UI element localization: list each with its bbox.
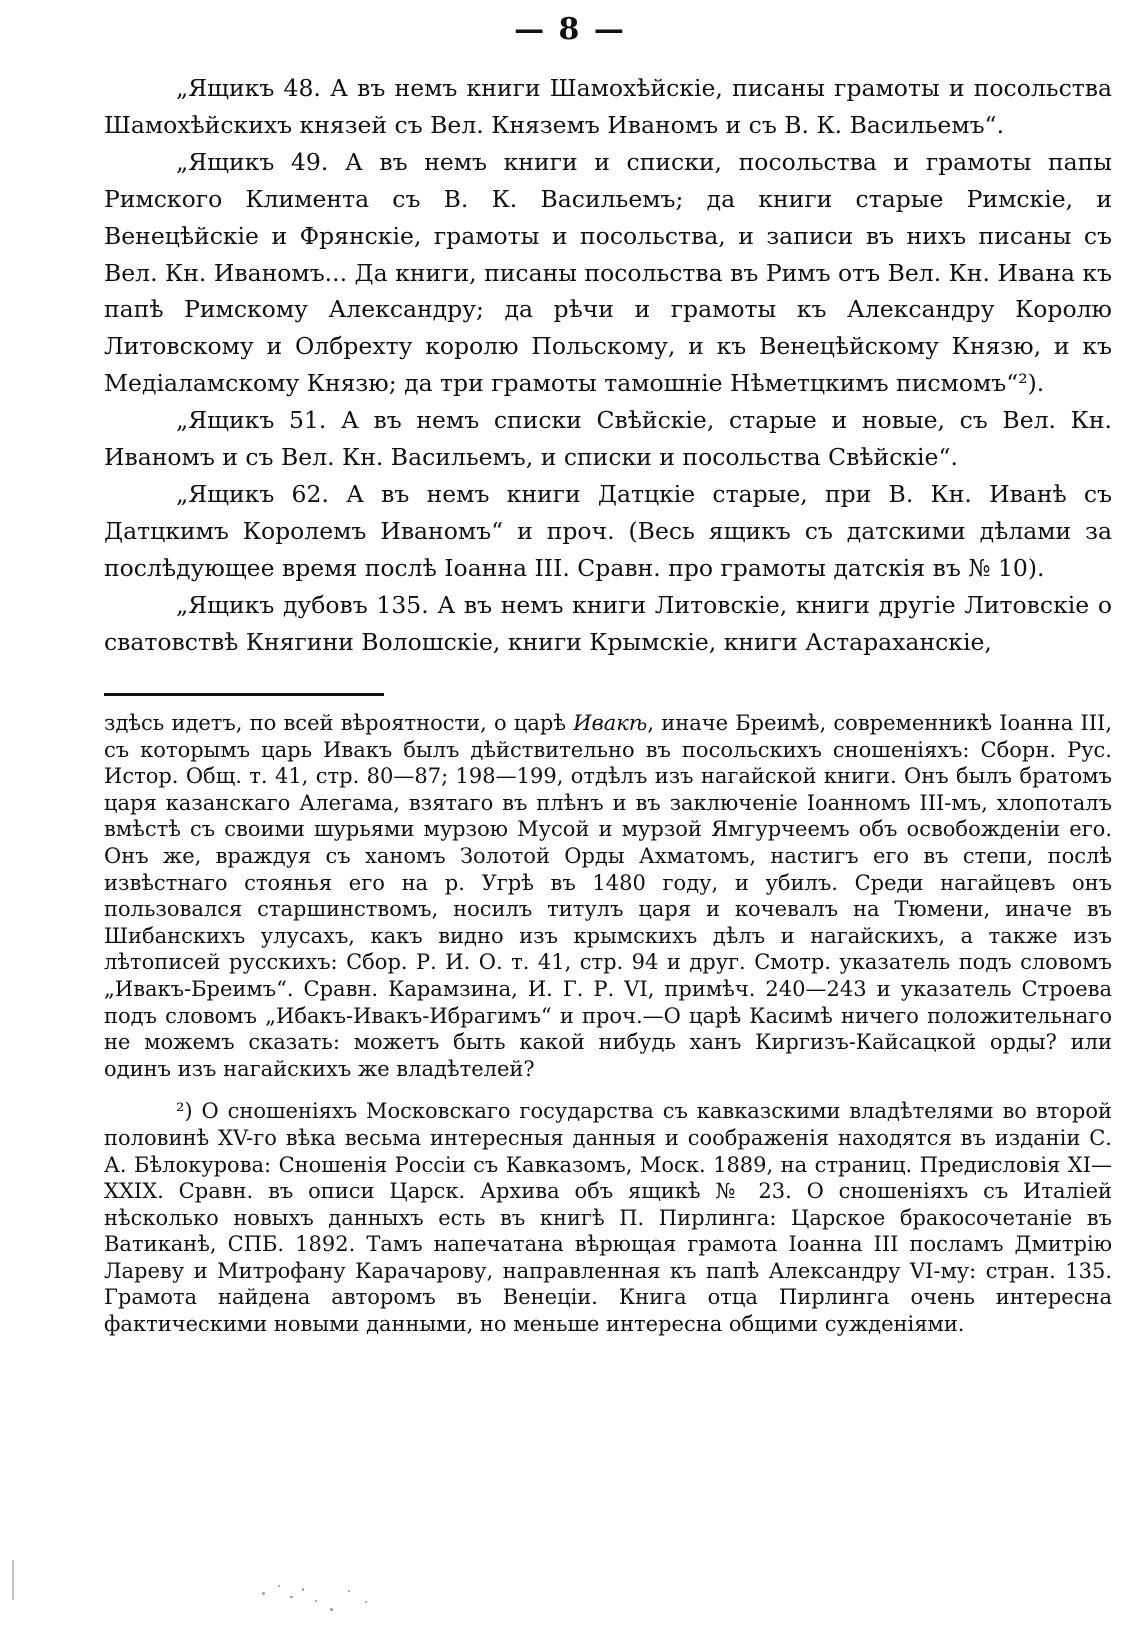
footnote-italic-name: Ивакѣ [573,711,648,735]
paragraph-box-51: „Ящикъ 51. А въ немъ списки Свѣйскіе, старые и новые, съ Вел. Кн. Иваномъ и съ Вел. Кн. Васильемъ, и списки и посольства Свѣйскіе“. [104,406,1112,472]
paragraph-box-49: „Ящикъ 49. А въ немъ книги и списки, посольства и грамоты папы Римского Климента съ В. К. Васильемъ; да книги старые Римскіе, и Венецѣйскіе и Фрянскіе, грамоты и посольства, и записи въ нихъ писаны съ Вел. Кн. Иваномъ... Да книги, писаны посольства въ Римъ отъ Вел. Кн. Ивана къ папѣ Римскому Александру; да рѣчи и грамоты къ Александру Королю Литовскому и Олбрехту королю Польскому, и къ Венецѣйскому Князю, и къ Медіаламскому Князю; да три грамоты тамошніе Нѣметцкимъ писмомъ“²). [104,147,1112,398]
scan-speck [262,1592,265,1595]
paragraph-box-48: „Ящикъ 48. А въ немъ книги Шамохѣйскіе, писаны грамоты и посольства Шамохѣйскихъ князей съ Вел. Княземъ Иваномъ и съ В. К. Васильемъ“. [104,74,1112,139]
scan-speck [12,1560,14,1600]
footnote-continued [104,710,1112,1082]
main-text [104,70,1112,661]
footnote-2 [104,1098,1112,1337]
scan-speck [315,1600,317,1602]
scan-speck [348,1590,350,1592]
scan-speck [365,1601,367,1603]
footnote-2-text: О сношеніяхъ Московскаго государства съ кавказскими владѣтелями во второй половинѣ XV-го вѣка весьма интересныя данныя и соображенія находятся въ изданіи С. А. Бѣлокурова: Сношенія Россіи съ Кавказомъ, Моск. 1889, на страниц. Предисловія XI—XXIX. Сравн. въ описи Царск. Архива объ ящикѣ № 23. О сношеніяхъ съ Италіей нѣсколько новыхъ данныхъ есть въ книгѣ П. Пирлинга: Царское бракосочетаніе въ Ватиканѣ, СПБ. 1892. Тамъ напечатана вѣрющая грамота Іоанна III посламъ Дмитрію Лареву и Митрофану Карачарову, направленная къ папѣ Александру VI-му: стран. 135. Грамота найдена авторомъ въ Венеціи. Книга отца Пирлинга очень интересна фактическими новыми данными, но меньше интересна общими сужденіями. [104,1099,1112,1337]
scan-speck [278,1585,280,1587]
scan-speck [290,1596,293,1598]
scan-speck [330,1608,333,1611]
scan-speck [302,1588,304,1591]
footnote-continued-start: здѣсь идетъ, по всей вѣроятности, о царѣ [104,711,574,735]
paragraph-box-62: „Ящикъ 62. А въ немъ книги Датцкіе старые, при В. Кн. Иванѣ съ Датцкимъ Королемъ Иваномъ“ и проч. (Весь ящикъ съ датскими дѣлами за послѣдующее время послѣ Іоанна III. Сравн. про грамоты датскія въ № 10). [104,479,1112,582]
footnotes [104,710,1112,1338]
footnote-separator [104,693,384,696]
paragraph-box-135: „Ящикъ дубовъ 135. А въ немъ книги Литовскіе, книги другіе Литовскіе о сватовствѣ Княгини Волошскіе, книги Крымскіе, книги Астараханскіе, [104,590,1112,656]
footnote-2-marker: ²) [176,1099,193,1124]
footnote-continued-rest: , иначе Бреимѣ, современникѣ Іоанна III, съ которымъ царь Ивакъ былъ дѣйствительно въ посольскихъ сношеніяхъ: Сборн. Рус. Истор. Общ. т. 41, стр. 80—87; 198—199, отдѣлъ изъ нагайской книги. Онъ былъ братомъ царя казанскаго Алегама, взятаго въ плѣнъ и въ заключеніе Іоанномъ III-мъ, хлопоталъ вмѣстѣ съ своими шурьями мурзою Мусой и мурзой Ямгурчеемъ объ освобожденіи его. Онъ же, враждуя съ ханомъ Золотой Орды Ахматомъ, настигъ его въ степи, послѣ извѣстнаго стоянья его на р. Угрѣ въ 1480 году, и убилъ. Среди нагайцевъ онъ пользовался старшинствомъ, носилъ титулъ царя и кочевалъ на Тюмени, иначе въ Шибанскихъ улусахъ, какъ видно изъ крымскихъ дѣлъ и нагайскихъ, а также изъ лѣтописей русскихъ: Сбор. Р. И. О. т. 41, стр. 94 и друг. Смотр. указатель подъ словомъ „Ивакъ-Бреимъ“. Сравн. Карамзина, И. Г. Р. VI, примѣч. 240—243 и указатель Строева подъ словомъ „Ибакъ-Ивакъ-Ибрагимъ“ и проч.—О царѣ Касимѣ ничего положительнаго не можемъ сказать: можетъ быть какой нибудь ханъ Киргизъ-Кайсацкой орды? или одинъ изъ нагайскихъ же владѣтелей? [104,711,1112,1081]
page-number: — 8 — [514,12,626,47]
